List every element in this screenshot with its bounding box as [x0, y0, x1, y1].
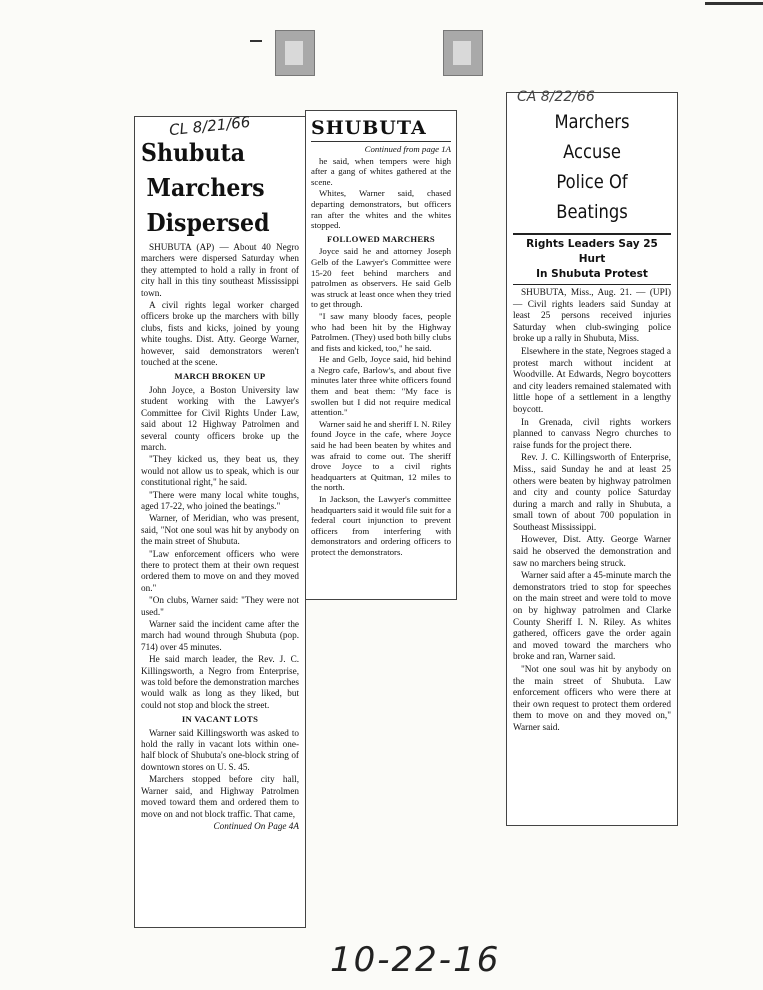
clip2-paragraph: Whites, Warner said, chased departing demonstrators, but officers ran after the whites and the whites stopped. [311, 188, 451, 231]
clip1-annotation: CL 8/21/66 [168, 112, 252, 140]
clip1-headline-line-2: Marchers [146, 173, 265, 202]
clip2-subhead: FOLLOWED MARCHERS [327, 233, 435, 244]
clip3-paragraph: In Grenada, civil rights workers planned to canvass Negro churches to raise funds for the project there. [513, 417, 671, 451]
scan-mark [705, 2, 763, 5]
clip2-body [311, 144, 451, 558]
clip1-paragraph: He said march leader, the Rev. J. C. Killingsworth, a Negro from Enterprise, was told before the demonstration marches would walk as long as they liked, but could not stop and block the street. [141, 654, 299, 710]
clip3-paragraph: However, Dist. Atty. George Warner said he observed the demonstration and saw no marchers being struck. [513, 535, 671, 569]
clip3-annotation: CA 8/22/66 [517, 89, 595, 105]
clip1-subhead: IN VACANT LOTS [181, 714, 259, 725]
clip3-paragraph: Rev. J. C. Killingsworth of Enterprise, Miss., said Sunday he and at least 25 others were beaten by highway patrolmen and city and county police Saturday during a march and rally in Shubuta, a small town of about 700 population in Southeast Mississippi. [513, 453, 671, 533]
clip1-paragraph: Warner said the incident came after the march had wound through Shubuta (pop. 714) over 45 minutes. [141, 619, 299, 652]
clip2-headline: SHUBUTA [311, 115, 451, 142]
clip1-body [141, 242, 299, 832]
handwritten-date: 10-22-16 [330, 940, 501, 980]
clip1-headline-line-1: Shubuta [141, 138, 246, 167]
clip2-continued-from: Continued from page 1A [364, 144, 451, 154]
clip1-paragraph: Marchers stopped before city hall, Warner said, and Highway Patrolmen moved toward them and ordered them to move on and not block traffic. That came, [141, 774, 299, 819]
clip2-paragraph: Joyce said he and attorney Joseph Gelb of the Lawyer's Committee were 15-20 feet behind marchers and patrolmen as observers. He said Gelb was struck at least once when they tried to get through. [311, 246, 451, 310]
clip1-paragraph: SHUBUTA (AP) — About 40 Negro marchers were dispersed Saturday when they attempted to hold a rally in front of city hall in this tiny southeast Mississippi town. [141, 242, 299, 298]
clip3-paragraph: Warner said after a 45-minute march the demonstrators tried to stop for speeches on the main street and were told to move on by highway patrolmen and Clarke County Sheriff I. N. Riley. As whites gathered, officers gave the order again and moved toward the marchers who broke and ran, Warner said. [513, 571, 671, 663]
clip1-continued: Continued On Page 4A [213, 820, 299, 831]
clip1-headline-line-3: Dispersed [146, 208, 270, 237]
clipping-shubuta-marchers-dispersed [134, 112, 306, 928]
clip1-subhead: MARCH BROKEN UP [174, 371, 266, 382]
clip3-headline-line-1: Marchers Accuse [554, 111, 630, 163]
clip3-headline [524, 107, 660, 227]
clip3-headline-line-2: Police Of Beatings [556, 171, 628, 223]
scan-mark [250, 40, 262, 42]
clip1-paragraph: "Law enforcement officers who were there to protect them at their own request ordered them to move on and they moved on." [141, 548, 299, 593]
clip3-deck-line-1: Rights Leaders Say 25 Hurt [526, 238, 658, 265]
clip2-paragraph: He and Gelb, Joyce said, hid behind a Negro cafe, Barlow's, and about five minutes later three white officers found them and beat them: "My face is swollen but I did not require medical attention." [311, 354, 451, 418]
clip1-paragraph: Warner said Killingsworth was asked to hold the rally in vacant lots within one-half block of Shubuta's one-block string of downtown stores on U. S. 45. [141, 727, 299, 772]
clip1-headline [141, 135, 286, 240]
clip3-paragraph: Elsewhere in the state, Negroes staged a protest march without incident at Woodville. At Edwards, Negro boycotters and city leaders remained stalemated with little hope of a settlement in a lengthy boycott. [513, 346, 671, 415]
clip2-paragraph: Warner said he and sheriff I. N. Riley found Joyce in the cafe, where Joyce said he had been beaten by whites and was afraid to come out. The sheriff drove Joyce to a civil rights headquarters at Quitman, 12 miles to the north. [311, 418, 451, 493]
clipping-marchers-accuse-police [506, 89, 678, 826]
clip2-paragraph: he said, when tempers were high after a gang of whites gathered at the scene. [311, 155, 451, 187]
clip3-body [513, 288, 671, 735]
clip3-paragraph: SHUBUTA, Miss., Aug. 21. — (UPI) — Civil rights leaders said Sunday at least 25 persons received injuries Saturday when club-swinging police broke up a rally in Shubuta, Miss. [513, 288, 671, 345]
clip1-paragraph: "On clubs, Warner said: "They were not used." [141, 595, 299, 617]
clip1-paragraph: Warner, of Meridian, who was present, said, "Not one soul was hit by anybody on the main street of Shubuta. [141, 513, 299, 547]
clipping-shubuta-continued [305, 110, 457, 600]
clip1-paragraph: A civil rights legal worker charged officers broke up the marchers with billy clubs, fists and kicks, joined by young white toughs. Dist. Atty. George Warner, however, said demonstrators weren't touched at the scene. [141, 300, 299, 368]
binder-hole-left [275, 30, 315, 76]
clip3-deck [513, 233, 671, 285]
clip2-paragraph: In Jackson, the Lawyer's committee headquarters said it would file suit for a federal court injunction to prevent officers from interfering with demonstrators and ordering officers to protect the demonstrators. [311, 494, 451, 557]
clip3-paragraph: "Not one soul was hit by anybody on the main street of Shubuta. Law enforcement officers who were there at their own request to protect them ordered them to move on and they moved on," Warner said. [513, 665, 671, 733]
clip2-paragraph: "I saw many bloody faces, people who had been hit by the Highway Patrolmen. (They) used both billy clubs and fists and kicked, too," he said. [311, 310, 451, 353]
clip1-paragraph: "They kicked us, they beat us, they would not allow us to speak, which is our constitutional right," he said. [141, 454, 299, 488]
binder-hole-right [443, 30, 483, 76]
clip1-paragraph: "There were many local white toughs, aged 17-22, who joined the beatings." [141, 489, 299, 511]
clip3-deck-line-2: In Shubuta Protest [536, 268, 648, 280]
clip1-paragraph: John Joyce, a Boston University law student working with the Lawyer's Committee for Civil Rights Under Law, said about 12 Highway Patrolmen and several county officers broke up the march. [141, 384, 299, 452]
